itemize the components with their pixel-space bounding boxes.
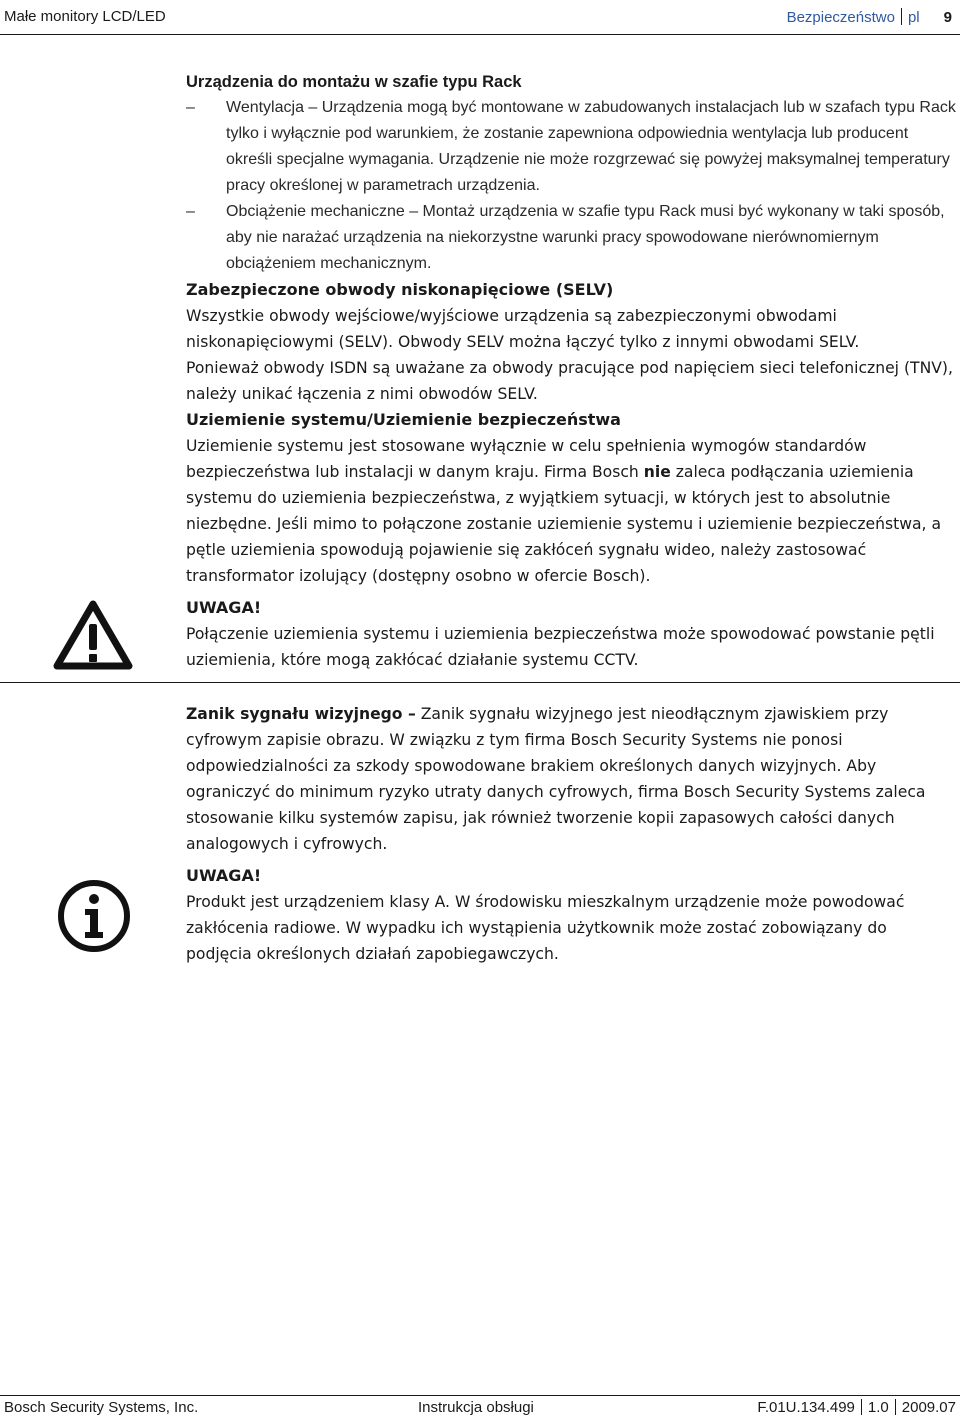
- document-title: Małe monitory LCD/LED: [4, 8, 166, 25]
- selv-paragraph: Ponieważ obwody ISDN są uważane za obwody pracujące pod napięciem sieci telefonicznej (TNV), należy unikać łączenia z nimi obwodów SELV.: [186, 359, 953, 403]
- selv-heading: Zabezpieczone obwody niskonapięciowe (SELV): [186, 280, 614, 299]
- header-right: [787, 8, 952, 26]
- page-footer: [0, 1395, 960, 1418]
- notice-box: [186, 863, 956, 967]
- footer-doc-info: [757, 1399, 956, 1416]
- info-icon: [56, 878, 132, 954]
- footer-code: F.01U.134.499: [757, 1399, 855, 1416]
- language-code: pl: [907, 9, 920, 26]
- header-rule: [0, 34, 960, 35]
- warning-text: Połączenie uziemienia systemu i uziemienia bezpieczeństwa może spowodować powstanie pętli uziemienia, które mogą zakłócać działanie systemu CCTV.: [186, 625, 935, 669]
- list-item-text: Obciążenie mechaniczne – Montaż urządzenia w szafie typu Rack musi być wykonany w taki sposób, aby nie narażać urządzenia na niekorzystne warunki pracy spowodowane nierównomiernym obciążeniem mechanicznym.: [226, 203, 945, 272]
- rack-heading: Urządzenia do montażu w szafie typu Rack: [186, 73, 522, 91]
- notice-title: UWAGA!: [186, 866, 262, 885]
- separator: [901, 8, 902, 25]
- footer-rule: [0, 1395, 960, 1396]
- signal-loss-lead: Zanik sygnału wizyjnego –: [186, 705, 416, 723]
- signal-loss-paragraph: [186, 701, 956, 857]
- notice-text: Produkt jest urządzeniem klasy A. W środowisku mieszkalnym urządzenie może powodować zakłócenia radiowe. W wypadku ich wystąpienia użytkownik może zostać zobowiązany do podjęcia określonych działań zapobiegawczych.: [186, 893, 905, 963]
- list-dash: –: [186, 203, 195, 220]
- selv-section: [186, 277, 956, 589]
- page-number: 9: [943, 9, 952, 26]
- divider: [0, 682, 960, 683]
- grounding-paragraph: [186, 433, 956, 589]
- page-header: [0, 0, 960, 36]
- list-dash: –: [186, 99, 195, 116]
- warning-triangle-icon: [52, 598, 134, 672]
- list-item: [0, 199, 956, 277]
- grounding-heading: Uziemienie systemu/Uziemienie bezpieczeństwa: [186, 410, 621, 429]
- separator: [861, 1399, 862, 1415]
- grounding-text: Uziemienie systemu jest stosowane wyłącznie w celu spełnienia wymogów standardów bezpieczeństwa lub instalacji w danym kraju. Firma Bosch: [186, 437, 867, 481]
- warning-title: UWAGA!: [186, 598, 262, 617]
- signal-loss-text: Zanik sygnału wizyjnego jest nieodłącznym zjawiskiem przy cyfrowym zapisie obrazu. W związku z tym firma Bosch Security Systems nie ponosi odpowiedzialności za szkody spowodowane brakiem określonych danych wizyjnych. Aby ograniczyć do minimum ryzyko utraty danych cyfrowych, firma Bosch Security Systems zaleca stosowanie kilku systemów zapisu, jak również tworzenie kopii zapasowych całości danych analogowych i cyfrowych.: [186, 705, 926, 853]
- footer-company: Bosch Security Systems, Inc.: [4, 1399, 199, 1416]
- footer-version: 1.0: [867, 1399, 889, 1416]
- footer-document: Instrukcja obsługi: [418, 1399, 534, 1416]
- rack-section: [186, 69, 956, 277]
- grounding-emphasis: nie: [643, 463, 671, 481]
- warning-box: [186, 595, 956, 673]
- list-item: [0, 95, 956, 199]
- list-item-text: Wentylacja – Urządzenia mogą być montowane w zabudowanych instalacjach lub w szafach typu Rack tylko i wyłącznie pod warunkiem, że zostanie zapewniona odpowiednia wentylacja lub producent określi specjalne wymagania. Urządzenie nie może rozgrzewać się powyżej maksymalnej temperatury pracy określonej w parametrach urządzenia.: [226, 99, 956, 194]
- selv-paragraph: Wszystkie obwody wejściowe/wyjściowe urządzenia są zabezpieczonymi obwodami niskonapięciowymi (SELV). Obwody SELV można łączyć tylko z innymi obwodami SELV.: [186, 307, 860, 351]
- footer-date: 2009.07: [901, 1399, 956, 1416]
- separator: [895, 1399, 896, 1415]
- signal-loss-section: [186, 701, 956, 857]
- grounding-text: zaleca podłączania uziemienia systemu do uziemienia bezpieczeństwa, z wyjątkiem sytuacji, w których jest to absolutnie niezbędne. Jeśli mimo to połączone zostanie uziemienie systemu i uziemienie bezpieczeństwa, a pętle uziemienia spowodują pojawienie się zakłóceń sygnału wideo, należy zastosować transformator izolujący (dostępny osobno w ofercie Bosch).: [186, 463, 941, 585]
- section-name: Bezpieczeństwo: [786, 9, 895, 26]
